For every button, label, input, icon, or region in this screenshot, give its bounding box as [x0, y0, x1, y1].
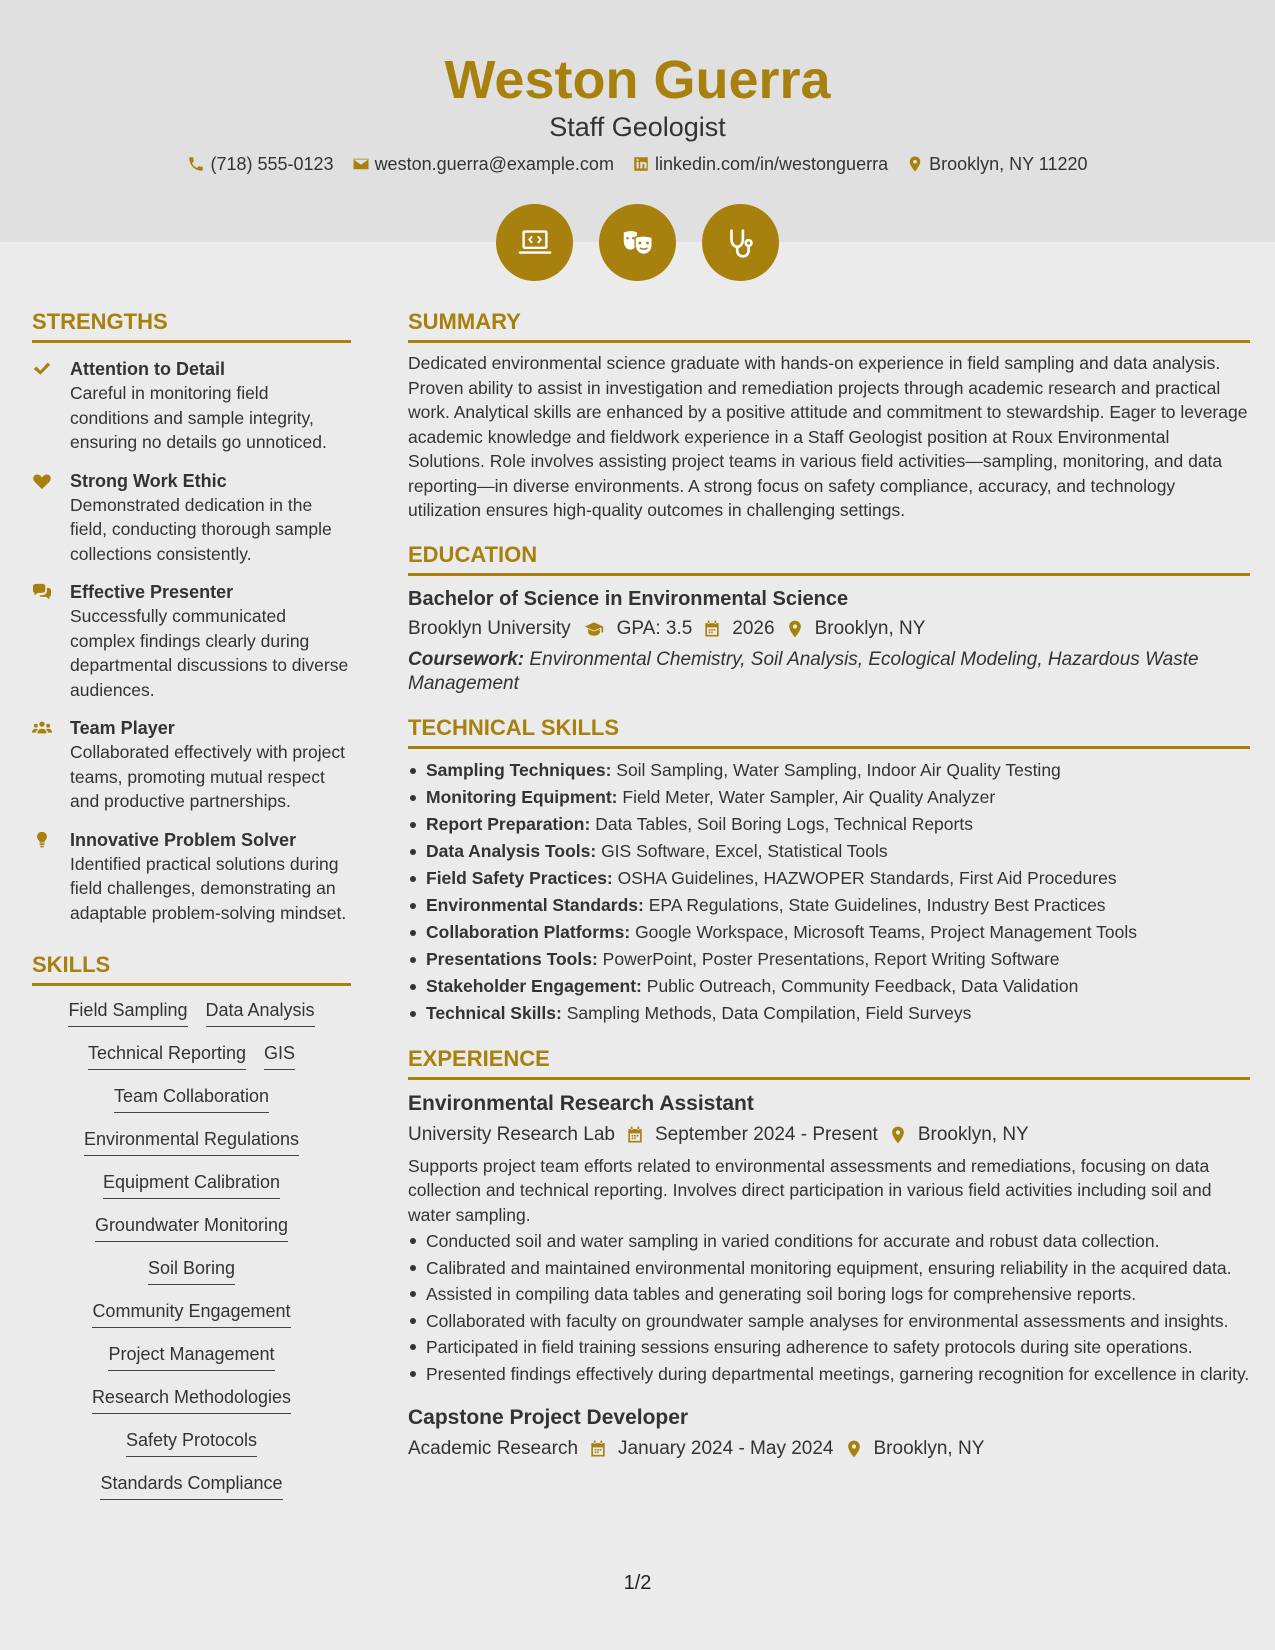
- job-dates: September 2024 - Present: [654, 1123, 878, 1145]
- map-marker-icon: [844, 1439, 864, 1459]
- right-column: [408, 308, 1250, 1462]
- interest-coding: [496, 204, 573, 281]
- skill-tag: Community Engagement: [92, 1299, 290, 1328]
- school-location: Brooklyn, NY: [814, 617, 926, 639]
- contact-location: [906, 152, 1087, 176]
- strength-title: Effective Presenter: [70, 582, 234, 602]
- summary-heading: SUMMARY: [408, 308, 1250, 343]
- degree-title: Bachelor of Science in Environmental Science: [408, 587, 849, 610]
- map-marker-icon: [906, 155, 924, 173]
- skill-tag: Groundwater Monitoring: [95, 1213, 288, 1242]
- strength-desc: Successfully communicated complex findings clearly during departmental discussions to diverse audiences.: [70, 606, 349, 700]
- skill-tag: Team Collaboration: [114, 1084, 269, 1113]
- skill-tag: Project Management: [108, 1342, 274, 1371]
- strength-desc: Identified practical solutions during field challenges, demonstrating an adaptable problem-solving mindset.: [70, 853, 347, 923]
- list-item: [408, 757, 1250, 784]
- strength-desc: Careful in monitoring field conditions and sample integrity, ensuring no details go unnoticed.: [70, 383, 327, 452]
- linkedin-icon: [632, 155, 650, 173]
- job-location: Brooklyn, NY: [873, 1438, 985, 1459]
- check-icon: [32, 360, 52, 378]
- technical-skills-section: [408, 714, 1250, 1027]
- phone-text: (718) 555-0123: [210, 154, 334, 174]
- list-item: Collaborated with faculty on groundwater sample analyses for environmental assessments and insights.: [408, 1309, 1250, 1334]
- list-item: [408, 865, 1250, 892]
- job-title: Environmental Research Assistant: [408, 1091, 754, 1115]
- skill-tag: Data Analysis: [206, 998, 315, 1027]
- job-location: Brooklyn, NY: [917, 1123, 1029, 1145]
- skill-tag: Technical Reporting: [88, 1041, 246, 1070]
- skill-label: Environmental Standards:: [426, 894, 644, 915]
- education-meta: [408, 616, 1250, 642]
- linkedin-text: linkedin.com/in/westonguerra: [654, 154, 889, 174]
- graduation-year: 2026: [732, 617, 775, 639]
- contact-email[interactable]: [352, 152, 614, 176]
- strength-title: Attention to Detail: [70, 359, 225, 379]
- skill-label: Stakeholder Engagement:: [426, 975, 642, 996]
- strength-desc: Demonstrated dedication in the field, conducting thorough sample collections consistently.: [70, 494, 332, 564]
- skill-value: GIS Software, Excel, Statistical Tools: [601, 840, 888, 861]
- skill-value: EPA Regulations, State Guidelines, Industry Best Practices: [648, 894, 1106, 915]
- envelope-icon: [352, 155, 370, 173]
- skill-label: Monitoring Equipment:: [426, 786, 618, 807]
- skill-tag: GIS: [264, 1041, 295, 1070]
- skill-label: Collaboration Platforms:: [426, 921, 631, 942]
- skill-label: Report Preparation:: [426, 813, 591, 834]
- experience-section: [408, 1045, 1250, 1463]
- theater-masks-icon: [619, 224, 657, 262]
- contact-bar: [0, 152, 1275, 176]
- interest-medicine: [702, 204, 779, 281]
- list-item: Conducted soil and water sampling in varied conditions for accurate and robust data collection.: [408, 1229, 1250, 1254]
- list-item: Participated in field training sessions ensuring adherence to safety protocols during site operations.: [408, 1335, 1250, 1360]
- list-item: Assisted in compiling data tables and generating soil boring logs for comprehensive reports.: [408, 1282, 1250, 1307]
- strength-item: [32, 357, 351, 455]
- job-org: University Research Lab: [408, 1123, 615, 1145]
- strength-item: [32, 828, 351, 926]
- skill-value: Field Meter, Water Sampler, Air Quality Analyzer: [622, 786, 996, 807]
- skill-value: Sampling Methods, Data Compilation, Field Surveys: [566, 1002, 972, 1023]
- users-icon: [32, 719, 52, 737]
- skill-label: Data Analysis Tools:: [426, 840, 597, 861]
- skill-tag: Field Sampling: [68, 998, 187, 1027]
- stethoscope-icon: [722, 224, 760, 262]
- contact-linkedin[interactable]: [632, 152, 888, 176]
- skill-tag: Research Methodologies: [92, 1385, 291, 1414]
- technical-skills-heading: TECHNICAL SKILLS: [408, 714, 1250, 749]
- strength-item: [32, 469, 351, 567]
- gpa: GPA: 3.5: [616, 617, 693, 639]
- technical-skills-list: [408, 757, 1250, 1027]
- contact-phone[interactable]: [187, 152, 333, 176]
- job-org: Academic Research: [408, 1438, 579, 1459]
- list-item: [408, 892, 1250, 919]
- skill-value: Soil Sampling, Water Sampling, Indoor Air Quality Testing: [616, 759, 1061, 780]
- map-marker-icon: [888, 1125, 908, 1145]
- location-text: Brooklyn, NY 11220: [929, 154, 1088, 174]
- calendar-icon: [588, 1439, 608, 1459]
- strengths-heading: STRENGTHS: [32, 308, 351, 343]
- job-dates: January 2024 - May 2024: [618, 1438, 834, 1459]
- strength-title: Innovative Problem Solver: [70, 829, 297, 850]
- job-description: Supports project team efforts related to environmental assessments and remediations, focusing on data collection and technical reporting. Involves direct participation in various field activities including soil and water sampling.: [408, 1155, 1212, 1225]
- list-item: [408, 1000, 1250, 1027]
- skill-tag: Safety Protocols: [126, 1428, 257, 1457]
- summary-text: Dedicated environmental science graduate with hands-on experience in field sampling and data analysis. Proven ability to assist in investigation and remediation projects through academic research and practical work. Analytical skills are enhanced by a positive attitude and commitment to stewardship. Eager to leverage academic knowledge and fieldwork experience in a Staff Geologist position at Roux Environmental Solutions. Role involves assisting project teams in various field activities—sampling, monitoring, and data reporting—in diverse environments. A strong focus on safety compliance, accuracy, and technology utilization ensures high-quality outcomes in challenging settings.: [408, 353, 1248, 520]
- calendar-icon: [625, 1125, 645, 1145]
- skill-value: PowerPoint, Poster Presentations, Report Writing Software: [602, 948, 1060, 969]
- skill-value: Google Workspace, Microsoft Teams, Project Management Tools: [635, 921, 1137, 942]
- summary-section: [408, 308, 1250, 523]
- skill-label: Technical Skills:: [426, 1002, 562, 1023]
- skill-label: Field Safety Practices:: [426, 867, 613, 888]
- coursework-list: Environmental Chemistry, Soil Analysis, Ecological Modeling, Hazardous Waste Management: [408, 648, 1199, 694]
- interest-icons: [0, 204, 1275, 281]
- list-item: Presented findings effectively during departmental meetings, garnering recognition for excellence in clarity.: [408, 1362, 1250, 1387]
- lightbulb-icon: [32, 831, 52, 849]
- experience-heading: EXPERIENCE: [408, 1045, 1250, 1080]
- skill-value: OSHA Guidelines, HAZWOPER Standards, First Aid Procedures: [617, 867, 1117, 888]
- education-heading: EDUCATION: [408, 541, 1250, 576]
- job-title: Capstone Project Developer: [408, 1406, 689, 1429]
- skills-section: [32, 951, 351, 1500]
- coursework: [408, 648, 1250, 696]
- list-item: [408, 838, 1250, 865]
- strength-desc: Collaborated effectively with project teams, promoting mutual respect and productive partnerships.: [70, 742, 345, 811]
- interest-theater: [599, 204, 676, 281]
- coursework-label: Coursework:: [408, 648, 525, 670]
- page-number: 1/2: [623, 1572, 652, 1594]
- skill-label: Presentations Tools:: [426, 948, 598, 969]
- skill-tag: Soil Boring: [148, 1256, 235, 1285]
- strength-title: Strong Work Ethic: [70, 470, 227, 491]
- skill-value: Public Outreach, Community Feedback, Data Validation: [646, 975, 1079, 996]
- skill-label: Sampling Techniques:: [426, 759, 612, 780]
- skill-tag: Standards Compliance: [100, 1471, 282, 1500]
- list-item: [408, 919, 1250, 946]
- strength-item: [32, 716, 351, 814]
- phone-icon: [187, 155, 205, 173]
- graduation-cap-icon: [581, 619, 607, 639]
- email-text: weston.guerra@example.com: [374, 154, 614, 174]
- job-meta: [408, 1436, 1250, 1462]
- strength-title: Team Player: [70, 718, 175, 738]
- strength-item: [32, 580, 351, 702]
- skill-tags: [32, 998, 351, 1500]
- list-item: Calibrated and maintained environmental monitoring equipment, ensuring reliability in the acquired data.: [408, 1256, 1250, 1281]
- laptop-code-icon: [516, 224, 554, 262]
- map-marker-icon: [785, 619, 805, 639]
- job-title-header: Staff Geologist: [549, 112, 726, 142]
- list-item: [408, 811, 1250, 838]
- strengths-section: [32, 308, 351, 925]
- skill-value: Data Tables, Soil Boring Logs, Technical Reports: [595, 813, 973, 834]
- skills-heading: SKILLS: [32, 951, 351, 986]
- calendar-icon: [702, 619, 722, 639]
- left-column: [32, 308, 351, 1500]
- list-item: [408, 973, 1250, 1000]
- school-name: Brooklyn University: [408, 617, 571, 639]
- job-bullets: [408, 1229, 1250, 1386]
- education-section: [408, 541, 1250, 696]
- skill-tag: Equipment Calibration: [103, 1170, 280, 1199]
- candidate-name: Weston Guerra: [444, 50, 831, 110]
- job-meta: [408, 1122, 1250, 1148]
- comments-icon: [32, 583, 52, 601]
- list-item: [408, 784, 1250, 811]
- skill-tag: Environmental Regulations: [84, 1127, 299, 1156]
- heart-icon: [32, 472, 52, 490]
- list-item: [408, 946, 1250, 973]
